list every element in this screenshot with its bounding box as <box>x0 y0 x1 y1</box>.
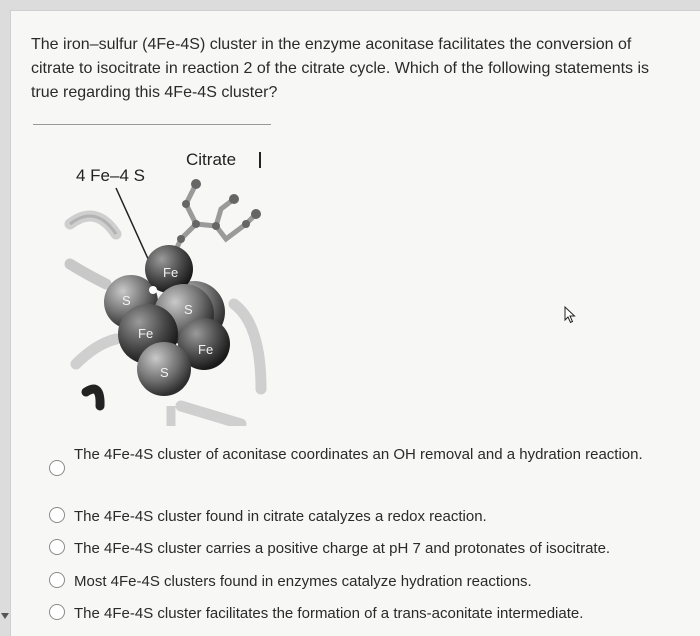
atom-fe-top: Fe <box>163 265 179 280</box>
radio-button-icon[interactable] <box>49 507 65 523</box>
mouse-cursor-icon <box>564 306 576 329</box>
option-2[interactable] <box>49 504 679 530</box>
option-4[interactable] <box>49 569 679 595</box>
divider <box>33 124 271 125</box>
aconitase-structure-image <box>56 144 286 426</box>
radio-button-icon[interactable] <box>49 572 65 588</box>
atom-s-center: S <box>184 302 193 317</box>
cluster-label: 4 Fe–4 S <box>76 166 145 185</box>
option-3[interactable] <box>49 536 679 562</box>
question-page <box>10 10 700 636</box>
radio-button-icon[interactable] <box>49 460 65 476</box>
option-1-text: The 4Fe-4S cluster of aconitase coordinates an OH removal and a hydration reaction. <box>74 446 643 463</box>
option-1[interactable] <box>49 442 679 476</box>
atom-fe-left: Fe <box>138 326 154 341</box>
atom-s-bottom: S <box>160 365 169 380</box>
radio-button-icon[interactable] <box>49 539 65 555</box>
radio-button-icon[interactable] <box>49 604 65 620</box>
option-3-text: The 4Fe-4S cluster carries a positive charge at pH 7 and protonates of isocitrate. <box>74 540 611 557</box>
option-5-text: The 4Fe-4S cluster facilitates the formation of a trans-aconitate intermediate. <box>74 605 584 622</box>
option-5[interactable] <box>49 601 679 627</box>
atom-s-left: S <box>122 293 131 308</box>
aconitase-figure <box>56 144 286 426</box>
option-4-text: Most 4Fe-4S clusters found in enzymes catalyze hydration reactions. <box>74 573 532 590</box>
citrate-label: Citrate <box>186 150 237 169</box>
atom-fe-right: Fe <box>198 342 214 357</box>
option-2-text: The 4Fe-4S cluster found in citrate catalyzes a redox reaction. <box>74 508 487 525</box>
question-text: The iron–sulfur (4Fe-4S) cluster in the enzyme aconitase facilitates the conversion of citrate to isocitrate in reaction 2 of the citrate cycle. Which of the following statements is true regarding this 4Fe-4S cluster? <box>31 36 650 101</box>
scroll-down-arrow-icon[interactable] <box>0 608 10 626</box>
